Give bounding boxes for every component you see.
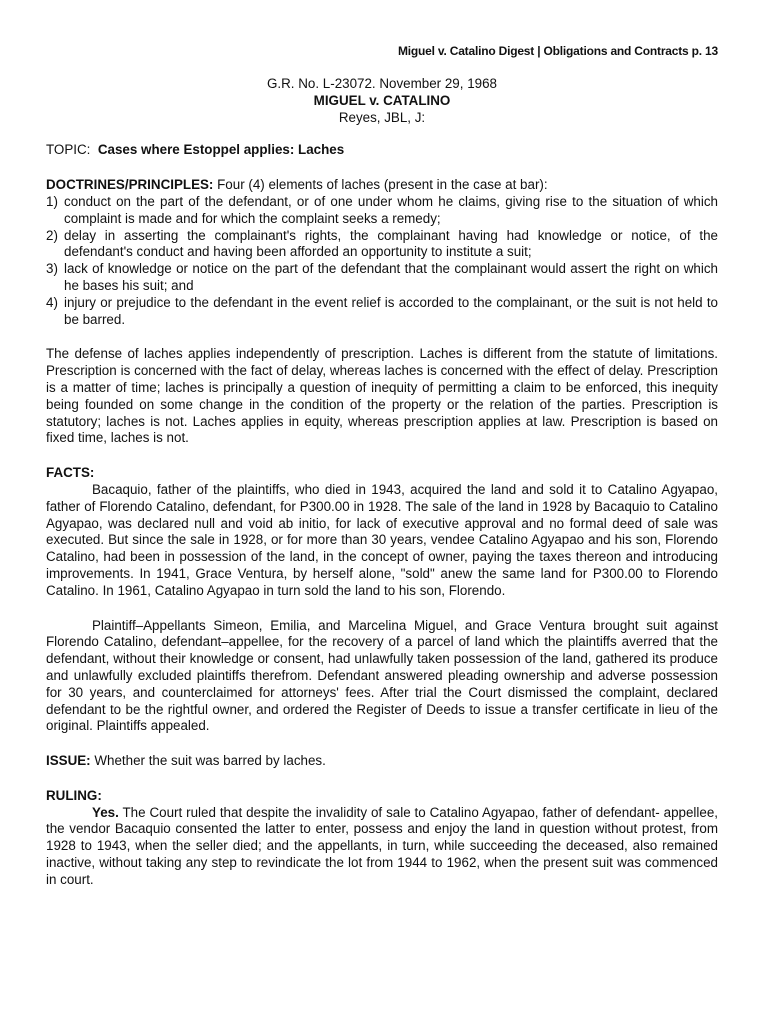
- facts-label: FACTS:: [46, 465, 95, 481]
- facts-paragraph-1: Bacaquio, father of the plaintiffs, who died in 1943, acquired the land and sold it to Catalino Agyapao, father of Florendo Catalino, defendant, for P300.00 in 1928. The sale of the land in 1928 by Bacaquio to Catalino Agyapao, was declared null and void ab initio, for lack of executive approval and no formal deed of sale was executed. But since the sale in 1928, or for more than 30 years, vendee Catalino Agyapao and his son, Florendo Catalino, had been in possession of the land, in the concept of owner, paying the taxes thereon and introducing improvements. In 1941, Grace Ventura, by herself alone, "sold" anew the same land for P300.00 to Florendo Catalino. In 1961, Catalino Agyapao in turn sold the land to his son, Florendo.: [46, 481, 718, 598]
- list-number: 3): [46, 261, 58, 277]
- gr-number: G.R. No. L-23072. November 29, 1968: [266, 76, 497, 91]
- list-item: [46, 228, 718, 262]
- topic-line: [46, 142, 718, 159]
- topic-value: Cases where Estoppel applies: Laches: [97, 142, 345, 158]
- list-text: conduct on the part of the defendant, or of one under whom he claims, giving rise to the situation of which complaint is made and for which the complaint seeks a remedy;: [64, 193, 718, 226]
- issue-text: Whether the suit was barred by laches.: [90, 753, 326, 769]
- ruling-answer: Yes.: [92, 804, 119, 820]
- list-text: lack of knowledge or notice on the part of the defendant that the complainant would assert the right on which he bases his suit; and: [64, 261, 718, 293]
- list-number: 1): [46, 193, 58, 209]
- list-text: injury or prejudice to the defendant in the event relief is accorded to the complainant, or the suit is not held to be barred.: [64, 294, 718, 327]
- doctrines-heading: [46, 177, 718, 194]
- issue-label: ISSUE:: [46, 753, 91, 769]
- ruling-paragraph: [46, 805, 718, 889]
- topic-label: TOPIC:: [46, 142, 91, 158]
- case-heading: [46, 76, 718, 126]
- ruling-text: The Court ruled that despite the invalidity of sale to Catalino Agyapao, father of defendant- appellee, the vendor Bacaquio consented the latter to enter, possess and enjoy the land in question without protest, from 1928 to 1943, when the seller died; and the appellants, in turn, while succeeding the deceased, also remained inactive, without taking any step to revindicate the lot from 1944 to 1962, when the present suit was commenced in court.: [46, 804, 718, 887]
- running-header: Miguel v. Catalino Digest | Obligations and Contracts p. 13: [397, 44, 718, 58]
- list-item: [46, 261, 718, 295]
- issue-line: [46, 753, 718, 770]
- doctrines-list: [46, 194, 718, 328]
- ponente: Reyes, JBL, J:: [338, 109, 426, 125]
- document-body: [46, 76, 718, 889]
- list-item: [46, 194, 718, 228]
- list-item: [46, 295, 718, 329]
- facts-paragraph-2: Plaintiff–Appellants Simeon, Emilia, and Marcelina Miguel, and Grace Ventura brought suit against Florendo Catalino, defendant–appellee, for the recovery of a parcel of land which the plaintiffs averred that the defendant, without their knowledge or consent, had unlawfully taken possession of the land, gathered its produce and unlawfully excluded plaintiffs therefrom. Defendant answered pleading ownership and adverse possession for 30 years, and counterclaimed for attorneys' fees. After trial the Court dismissed the complaint, declared defendant to be the rightful owner, and ordered the Register of Deeds to issue a transfer certificate in lieu of the original. Plaintiffs appealed.: [46, 617, 718, 734]
- doctrines-intro: Four (4) elements of laches (present in the case at bar):: [213, 177, 548, 193]
- list-number: 2): [46, 227, 58, 243]
- ruling-label: RULING:: [46, 787, 102, 803]
- list-number: 4): [46, 294, 58, 310]
- doctrines-label: DOCTRINES/PRINCIPLES:: [46, 177, 214, 193]
- laches-paragraph: The defense of laches applies independently of prescription. Laches is different from the statute of limitations. Prescription is concerned with the fact of delay, whereas laches is concerned with the effect of delay. Prescription is a matter of time; laches is principally a question of inequity of permitting a claim to be enforced, this inequity being founded on some change in the condition of the property or the relation of the parties. Prescription is statutory; laches is not. Laches applies in equity, whereas prescription applies at law. Prescription is based on fixed time, laches is not.: [46, 346, 718, 446]
- list-text: delay in asserting the complainant's rights, the complainant having had knowledge or notice, of the defendant's conduct and having been afforded an opportunity to institute a suit;: [64, 227, 718, 260]
- case-title: MIGUEL v. CATALINO: [313, 92, 451, 108]
